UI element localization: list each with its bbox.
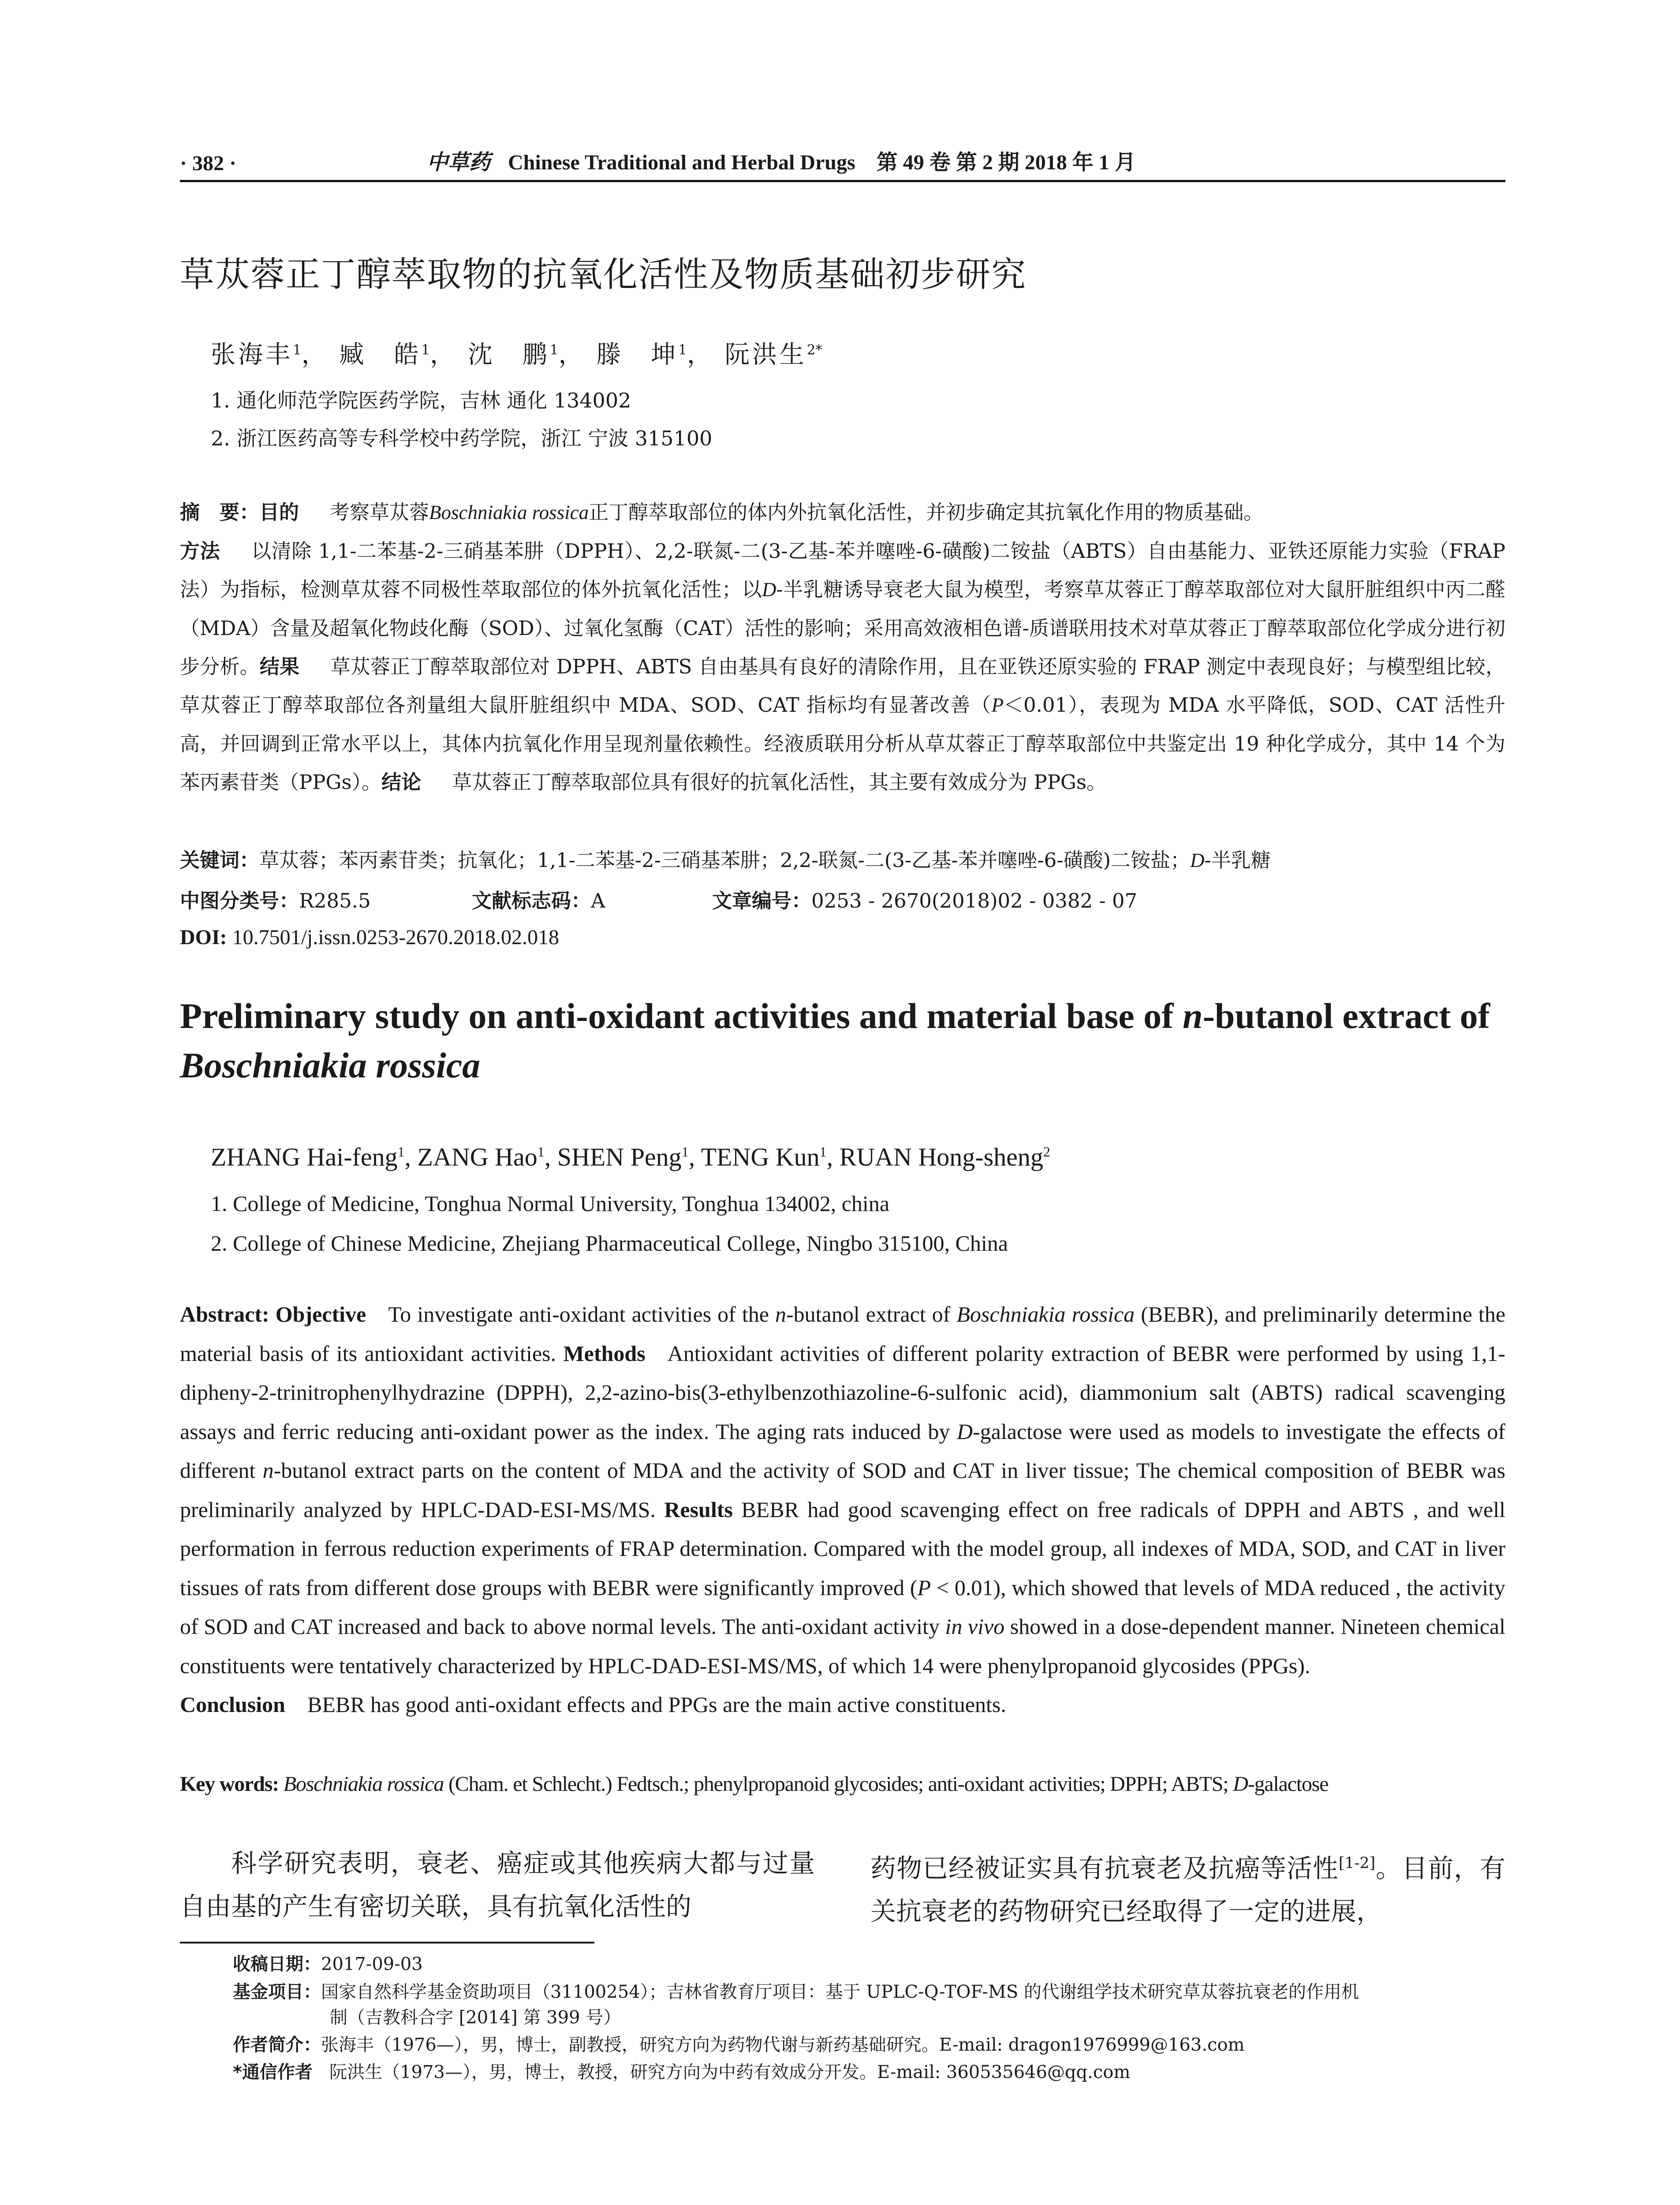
cn-keywords: 关键词：草苁蓉；苯丙素苷类；抗氧化；1,1-二苯基-2-三硝基苯肼；2,2-联氮-二(3-乙基-苯并噻唑-6-磺酸)二铵盐；D-半乳糖 — [180, 848, 1271, 872]
doi-value[interactable]: 10.7501/j.issn.0253-2670.2018.02.018 — [232, 926, 560, 949]
footnote-received: 收稿日期：2017-09-03 — [233, 1954, 423, 1974]
cn-author: 沈 鹏$^1$， — [467, 340, 586, 369]
cn-classification: 中图分类号：R285.5 文献标志码：A 文章编号：0253 - 2670(2018)02 - 0382 - 07 — [180, 889, 1138, 912]
citation-ref[interactable]: [1-2] — [1338, 1854, 1376, 1872]
journal-logo: 中草药 — [427, 150, 491, 175]
en-author: ZANG Hao$^1$, — [417, 1143, 557, 1171]
cn-affiliation: 2. 浙江医药高等专科学校中药学院，浙江 宁波 315100 — [211, 426, 713, 450]
en-author: RUAN Hong-sheng$^2$ — [839, 1143, 1050, 1171]
cn-author: 臧 皓$^1$， — [339, 340, 458, 369]
en-author: ZHANG Hai-feng$^1$, — [211, 1143, 418, 1171]
en-affiliation: 2. College of Chinese Medicine, Zhejiang Pharmaceutical College, Ningbo 315100, China — [211, 1231, 1008, 1256]
en-authors — [211, 1142, 1050, 1172]
en-author: TENG Kun$^1$, — [701, 1143, 840, 1171]
running-header — [180, 140, 1505, 182]
cn-author: 阮洪生$^{2*}$ — [724, 340, 822, 369]
footnote-rule — [180, 1942, 594, 1943]
page-number: · 382 · — [180, 152, 237, 175]
body-text-right: 药物已经被证实具有抗衰老及抗癌等活性[1-2]。目前，有关抗衰老的药物研究已经取得了一定的进展， — [870, 1853, 1505, 1927]
en-affiliation: 1. College of Medicine, Tonghua Normal University, Tonghua 134002, china — [211, 1191, 890, 1216]
en-abstract: Abstract: Objective To investigate anti-oxidant activities of the n-butanol extract of Boschniakia rossica (BEBR), and preliminarily determine the material basis of its antioxidant activities. Methods Antioxidant activities of different polarity extraction of BEBR were performed by using 1,1-dipheny-2-trinitrophenylhydrazine (DPPH), 2,2-azino-bis(3-ethylbenzothiazoline-6-sulfonic acid), diammonium salt (ABTS) radical scavenging assays and ferric reducing anti-oxidant power as the index. The aging rats induced by D-galactose were used as models to investigate the effects of different n-butanol extract parts on the content of MDA and the activity of SOD and CAT in liver tissue; The chemical composition of BEBR was preliminarily analyzed by HPLC-DAD-ESI-MS/MS. Results BEBR had good scavenging effect on free radicals of DPPH and ABTS , and well performation in ferrous reduction experiments of FRAP determination. Compared with the model group, all indexes of MDA, SOD, and CAT in liver tissues of rats from different dose groups with BEBR were significantly improved (P < 0.01), which showed that levels of MDA reduced , the activity of SOD and CAT increased and back to above normal levels. The anti-oxidant activity in vivo showed in a dose-dependent manner. Nineteen chemical constituents were tentatively characterized by HPLC-DAD-ESI-MS/MS, of which 14 were phenylpropanoid glycosides (PPGs). Conclusion BEBR has good anti-oxidant effects and PPGs are the main active constituents. — [180, 1302, 1506, 1717]
footnote-author: 作者简介：张海丰（1976—），男，博士，副教授，研究方向为药物代谢与新药基础研究。E-mail: dragon1976999@163.com — [233, 2035, 1245, 2055]
footnote-corresponding: *通信作者 阮洪生（1973—），男，博士，教授，研究方向为中药有效成分开发。E-mail: 360535646@qq.com — [233, 2062, 1131, 2082]
en-keywords: Key words: Boschniakia rossica (Cham. et Schlecht.) Fedtsch.; phenylpropanoid glycosides; anti-oxidant activities; DPPH; ABTS; D-galactose — [180, 1772, 1329, 1796]
cn-affiliation: 1. 通化师范学院医药学院，吉林 通化 134002 — [211, 389, 631, 412]
cn-authors — [211, 335, 822, 370]
en-author: SHEN Peng$^1$, — [557, 1143, 701, 1171]
journal-name-en: Chinese Traditional and Herbal Drugs — [508, 151, 855, 174]
cn-author: 张海丰$^1$， — [211, 340, 329, 369]
cn-title: 草苁蓉正丁醇萃取物的抗氧化活性及物质基础初步研究 — [180, 255, 1027, 295]
doi: DOI: 10.7501/j.issn.0253-2670.2018.02.018 — [180, 926, 560, 949]
journal-title — [427, 145, 1136, 176]
cn-conclusion-label: 结论 — [381, 770, 422, 794]
cn-abstract-label: 摘 要： — [180, 501, 260, 524]
cn-methods-label: 方法 — [180, 539, 220, 563]
cn-author: 滕 坤$^1$， — [596, 340, 714, 369]
cn-objective-label: 目的 — [259, 501, 299, 524]
footnote-fund: 基金项目：国家自然科学基金资助项目（31100254）；吉林省教育厅项目：基于 UPLC-Q-TOF-MS 的代谢组学技术研究草苁蓉抗衰老的作用机 制（吉教科合字 [2014] 第 399 号） — [233, 1982, 1359, 2028]
en-title: Preliminary study on anti-oxidant activities and material base of n-butanol extract of Boschniakia rossica — [180, 996, 1490, 1085]
issue-info: 第 49 卷 第 2 期 2018 年 1 月 — [876, 151, 1136, 174]
body-text-left: 科学研究表明，衰老、癌症或其他疾病大都与过量自由基的产生有密切关联，具有抗氧化活性的 — [180, 1848, 815, 1921]
cn-abstract: 摘 要：目的 考察草苁蓉Boschniakia rossica正丁醇萃取部位的体内外抗氧化活性，并初步确定其抗氧化作用的物质基础。 方法 以清除 1,1-二苯基-2-三硝基苯肼（DPPH）、2,2-联氮-二(3-乙基-苯并噻唑-6-磺酸)二铵盐（ABTS）自由基能力、亚铁还原能力实验（FRAP 法）为指标，检测草苁蓉不同极性萃取部位的体外抗氧化活性；以D-半乳糖诱导衰老大鼠为模型，考察草苁蓉正丁醇萃取部位对大鼠肝脏组织中丙二醛（MDA）含量及超氧化物歧化酶（SOD）、过氧化氢酶（CAT）活性的影响；采用高效液相色谱-质谱联用技术对草苁蓉正丁醇萃取部位化学成分进行初步分析。结果 草苁蓉正丁醇萃取部位对 DPPH、ABTS 自由基具有良好的清除作用，且在亚铁还原实验的 FRAP 测定中表现良好；与模型组比较，草苁蓉正丁醇萃取部位各剂量组大鼠肝脏组织中 MDA、SOD、CAT 指标均有显著改善（P＜0.01），表现为 MDA 水平降低，SOD、CAT 活性升高，并回调到正常水平以上，其体内抗氧化作用呈现剂量依赖性。经液质联用分析从草苁蓉正丁醇萃取部位中共鉴定出 19 种化学成分，其中 14 个为苯丙素苷类（PPGs）。结论 草苁蓉正丁醇萃取部位具有很好的抗氧化活性，其主要有效成分为 PPGs。 — [180, 501, 1505, 794]
cn-results-label: 结果 — [259, 655, 300, 678]
